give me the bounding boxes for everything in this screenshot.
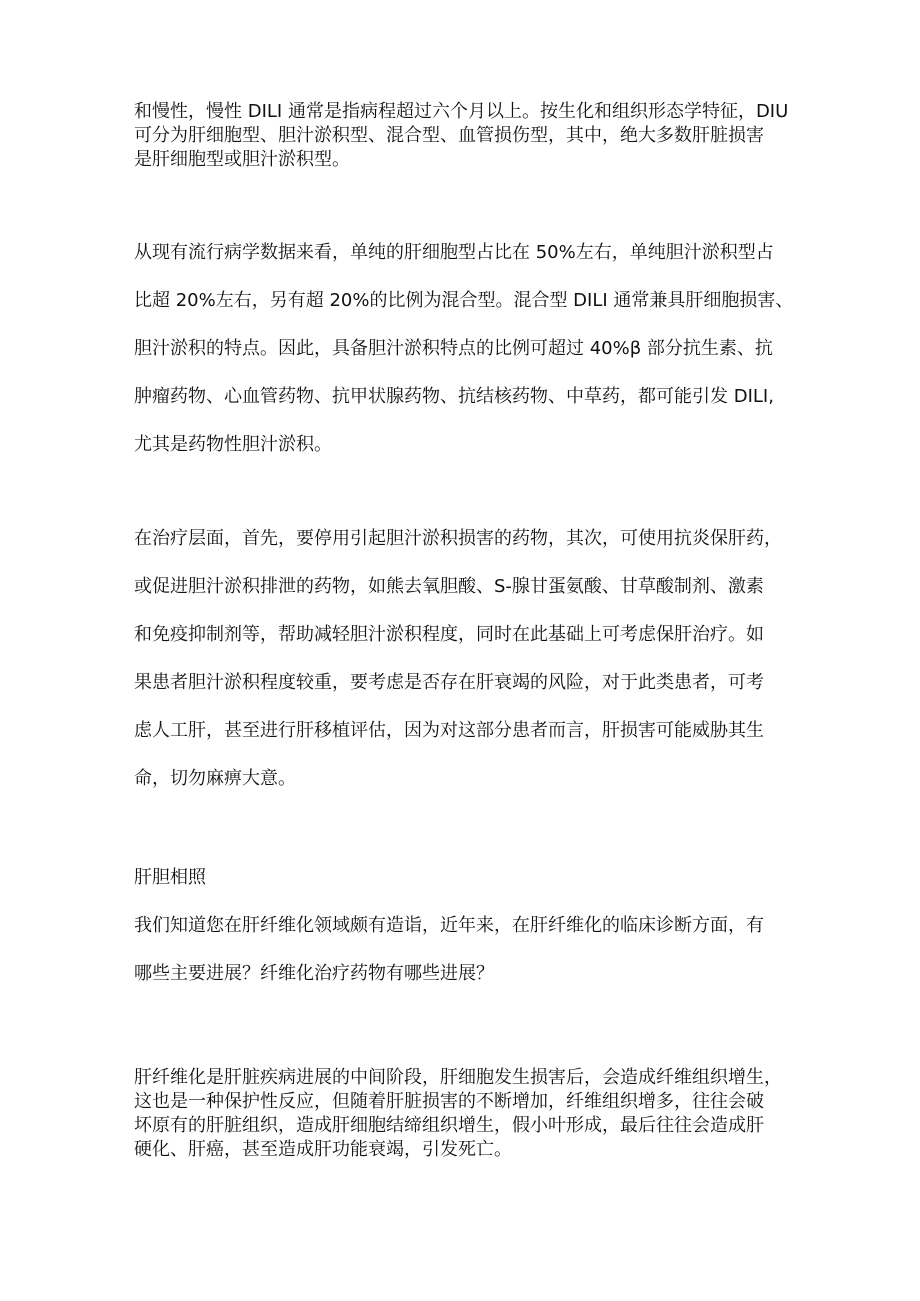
text-line: 尤其是药物性胆汁淤积。 <box>134 434 332 455</box>
text-line: 硬化、肝癌，甚至造成肝功能衰竭，引发死亡。 <box>134 1139 512 1160</box>
paragraph-treatment <box>134 515 806 803</box>
text-line: 和慢性，慢性 DILI 通常是指病程超过六个月以上。按生化和组织形态学特征，DIU <box>134 101 789 122</box>
paragraph-question <box>134 902 806 998</box>
text-line: 或促进胆汁淤积排泄的药物，如熊去氧胆酸、S-腺甘蛋氨酸、甘草酸制剂、激素 <box>134 576 764 597</box>
text-line: 果患者胆汁淤积程度较重，要考虑是否存在肝衰竭的风险，对于此类患者，可考 <box>134 672 764 693</box>
section-heading: 肝胆相照 <box>134 867 206 888</box>
text-line: 虑人工肝，甚至进行肝移植评估，因为对这部分患者而言，肝损害可能威胁其生 <box>134 720 764 741</box>
paragraph-fibrosis <box>134 1066 806 1162</box>
text-line: 坏原有的肝脏组织，造成肝细胞结缔组织增生，假小叶形成，最后往往会造成肝 <box>134 1115 764 1136</box>
paragraph-epidemiology <box>134 229 806 469</box>
text-line: 可分为肝细胞型、胆汁淤积型、混合型、血管损伤型，其中，绝大多数肝脏损害 <box>134 125 764 146</box>
text-line: 肿瘤药物、心血管药物、抗甲状腺药物、抗结核药物、中草药，都可能引发 DILI, <box>134 386 774 407</box>
text-line: 是肝细胞型或胆汁淤积型。 <box>134 149 350 170</box>
text-line: 肝纤维化是肝脏疾病进展的中间阶段，肝细胞发生损害后，会造成纤维组织增生， <box>134 1067 782 1088</box>
text-line: 比超 20%左右，另有超 20%的比例为混合型。混合型 DILI 通常兼具肝细胞损害、 <box>134 290 794 311</box>
text-line: 命，切勿麻痹大意。 <box>134 768 296 789</box>
text-line: 从现有流行病学数据来看，单纯的肝细胞型占比在 50%左右，单纯胆汁淤积型占 <box>134 242 774 263</box>
text-line: 哪些主要进展？纤维化治疗药物有哪些进展？ <box>134 963 494 984</box>
text-line: 这也是一种保护性反应，但随着肝脏损害的不断增加，纤维组织增多，往往会破 <box>134 1091 764 1112</box>
text-line: 我们知道您在肝纤维化领域颇有造诣，近年来，在肝纤维化的临床诊断方面，有 <box>134 915 764 936</box>
text-line: 在治疗层面，首先，要停用引起胆汁淤积损害的药物，其次，可使用抗炎保肝药， <box>134 528 782 549</box>
text-line: 胆汁淤积的特点。因此，具备胆汁淤积特点的比例可超过 40%β 部分抗生素、抗 <box>134 338 773 359</box>
text-line: 和免疫抑制剂等，帮助减轻胆汁淤积程度，同时在此基础上可考虑保肝治疗。如 <box>134 624 764 645</box>
paragraph-chronic-dili <box>134 100 806 172</box>
